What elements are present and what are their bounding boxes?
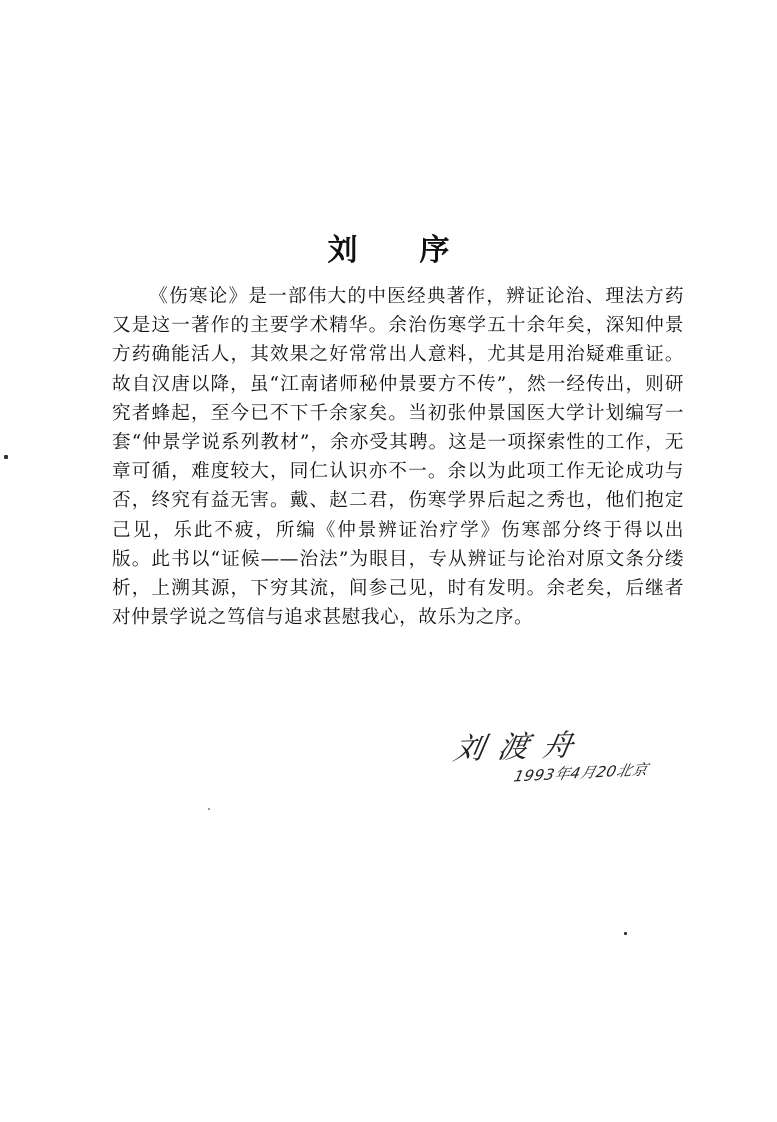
scan-speck (624, 932, 627, 935)
scan-speck (4, 455, 8, 459)
handwritten-signature (450, 722, 695, 792)
signature-name: 刘渡舟 (450, 727, 590, 768)
signature-date-place: 1993年4月20北京 (512, 760, 650, 786)
preface-paragraph: 《伤寒论》是一部伟大的中医经典著作，辨证论治、理法方药又是这一著作的主要学术精华。余治伤寒学五十余年矣，深知仲景方药确能活人，其效果之好常常出人意料，尤其是用治疑难重证。故自汉唐以降，虽“江南诸师秘仲景要方不传”，然一经传出，则研究者蜂起，至今已不下千余家矣。当初张仲景国医大学计划编写一套“仲景学说系列教材”，余亦受其聘。这是一项探索性的工作，无章可循，难度较大，同仁认识亦不一。余以为此项工作无论成功与否，终究有益无害。戴、赵二君，伤寒学界后起之秀也，他们抱定己见，乐此不疲，所编《仲景辨证治疗学》伤寒部分终于得以出版。此书以“证候——治法”为眼目，专从辨证与论治对原文条分缕析，上溯其源，下穷其流，间参己见，时有发明。余老矣，后继者对仲景学说之笃信与追求甚慰我心，故乐为之序。 (112, 286, 684, 629)
title-char-surname: 刘 (327, 233, 358, 268)
preface-title (0, 225, 777, 269)
scan-speck (208, 808, 210, 810)
title-char-preface: 序 (419, 233, 450, 268)
preface-body (112, 282, 684, 632)
